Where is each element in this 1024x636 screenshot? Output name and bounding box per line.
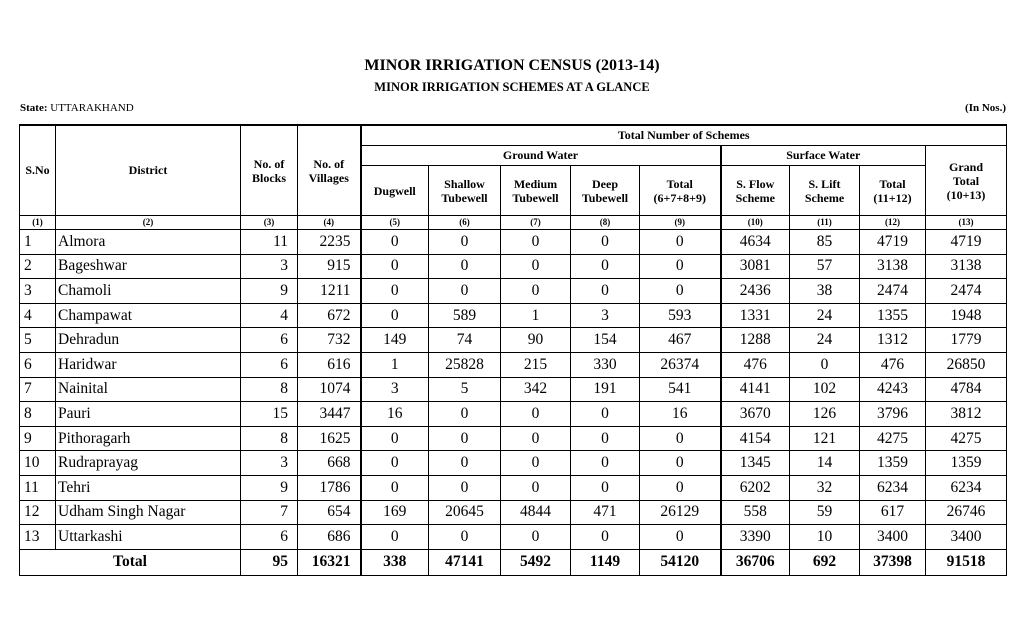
row-sw-total: 2474: [860, 279, 926, 304]
total-cell: 36706: [721, 549, 790, 575]
row-shallow-tubewell: 0: [429, 230, 501, 255]
table-row: [20, 426, 1007, 451]
row-gw-total: 26129: [640, 500, 721, 525]
row-blocks: 7: [241, 500, 298, 525]
column-number: (12): [860, 216, 926, 230]
col-header-sw-total: Total (11+12): [860, 166, 926, 216]
row-dugwell: 0: [361, 426, 429, 451]
row-district: Chamoli: [56, 279, 241, 304]
col-header-dugwell: Dugwell: [361, 166, 429, 216]
row-shallow-tubewell: 0: [429, 451, 501, 476]
row-slift-scheme: 14: [790, 451, 860, 476]
row-deep-tubewell: 0: [571, 451, 640, 476]
row-sno: 7: [20, 377, 56, 402]
row-dugwell: 1: [361, 352, 429, 377]
row-sw-total: 3138: [860, 254, 926, 279]
row-slift-scheme: 59: [790, 500, 860, 525]
row-sw-total: 1312: [860, 328, 926, 353]
row-medium-tubewell: 342: [501, 377, 571, 402]
state-value: UTTARAKHAND: [50, 102, 134, 114]
total-cell: 338: [361, 549, 429, 575]
page-title: MINOR IRRIGATION CENSUS (2013-14): [364, 57, 660, 74]
row-grand-total: 1779: [926, 328, 1007, 353]
row-villages: 2235: [298, 230, 361, 255]
row-blocks: 3: [241, 451, 298, 476]
row-blocks: 8: [241, 426, 298, 451]
total-cell: 37398: [860, 549, 926, 575]
row-shallow-tubewell: 25828: [429, 352, 501, 377]
row-grand-total: 3400: [926, 525, 1007, 550]
col-header-ground-water: Ground Water: [361, 146, 721, 166]
row-villages: 1786: [298, 475, 361, 500]
row-gw-total: 26374: [640, 352, 721, 377]
row-slift-scheme: 85: [790, 230, 860, 255]
table-row: [20, 279, 1007, 304]
row-gw-total: 0: [640, 451, 721, 476]
row-slift-scheme: 38: [790, 279, 860, 304]
row-gw-total: 0: [640, 230, 721, 255]
row-gw-total: 593: [640, 303, 721, 328]
row-medium-tubewell: 0: [501, 426, 571, 451]
row-sflow-scheme: 1331: [721, 303, 790, 328]
row-sw-total: 3796: [860, 402, 926, 427]
total-cell: 47141: [429, 549, 501, 575]
row-district: Champawat: [56, 303, 241, 328]
row-villages: 915: [298, 254, 361, 279]
row-dugwell: 149: [361, 328, 429, 353]
row-gw-total: 0: [640, 475, 721, 500]
col-header-slift: S. Lift Scheme: [790, 166, 860, 216]
row-shallow-tubewell: 0: [429, 525, 501, 550]
row-sno: 4: [20, 303, 56, 328]
row-sno: 10: [20, 451, 56, 476]
row-district: Almora: [56, 230, 241, 255]
row-gw-total: 0: [640, 254, 721, 279]
column-number: (5): [361, 216, 429, 230]
row-villages: 1625: [298, 426, 361, 451]
row-grand-total: 1359: [926, 451, 1007, 476]
row-medium-tubewell: 0: [501, 254, 571, 279]
table-row: [20, 475, 1007, 500]
table-row: [20, 328, 1007, 353]
row-gw-total: 541: [640, 377, 721, 402]
row-dugwell: 0: [361, 475, 429, 500]
table-row: [20, 254, 1007, 279]
column-number: (1): [20, 216, 56, 230]
row-deep-tubewell: 3: [571, 303, 640, 328]
table-row: [20, 500, 1007, 525]
row-sno: 6: [20, 352, 56, 377]
row-sw-total: 6234: [860, 475, 926, 500]
col-header-villages: No. of Villages: [298, 125, 361, 216]
row-deep-tubewell: 330: [571, 352, 640, 377]
row-sflow-scheme: 476: [721, 352, 790, 377]
table-row: [20, 230, 1007, 255]
row-sw-total: 4719: [860, 230, 926, 255]
row-medium-tubewell: 0: [501, 475, 571, 500]
row-shallow-tubewell: 74: [429, 328, 501, 353]
table-row: [20, 451, 1007, 476]
col-header-sflow: S. Flow Scheme: [721, 166, 790, 216]
row-district: Udham Singh Nagar: [56, 500, 241, 525]
row-gw-total: 467: [640, 328, 721, 353]
row-sno: 8: [20, 402, 56, 427]
row-grand-total: 26850: [926, 352, 1007, 377]
row-sflow-scheme: 4141: [721, 377, 790, 402]
row-medium-tubewell: 0: [501, 230, 571, 255]
row-district: Uttarkashi: [56, 525, 241, 550]
row-gw-total: 0: [640, 279, 721, 304]
row-sflow-scheme: 4634: [721, 230, 790, 255]
total-label: Total: [20, 549, 241, 575]
row-deep-tubewell: 471: [571, 500, 640, 525]
row-sw-total: 617: [860, 500, 926, 525]
row-sw-total: 476: [860, 352, 926, 377]
row-shallow-tubewell: 589: [429, 303, 501, 328]
column-number: (13): [926, 216, 1007, 230]
row-sflow-scheme: 3670: [721, 402, 790, 427]
row-villages: 668: [298, 451, 361, 476]
col-header-shallow: Shallow Tubewell: [429, 166, 501, 216]
row-shallow-tubewell: 0: [429, 279, 501, 304]
page-subtitle: MINOR IRRIGATION SCHEMES AT A GLANCE: [374, 80, 650, 94]
row-district: Haridwar: [56, 352, 241, 377]
row-dugwell: 0: [361, 451, 429, 476]
row-sw-total: 1359: [860, 451, 926, 476]
row-district: Dehradun: [56, 328, 241, 353]
row-slift-scheme: 126: [790, 402, 860, 427]
row-villages: 3447: [298, 402, 361, 427]
row-district: Bageshwar: [56, 254, 241, 279]
row-slift-scheme: 10: [790, 525, 860, 550]
row-dugwell: 0: [361, 254, 429, 279]
row-shallow-tubewell: 0: [429, 426, 501, 451]
row-shallow-tubewell: 20645: [429, 500, 501, 525]
census-table: [19, 124, 1007, 576]
row-medium-tubewell: 4844: [501, 500, 571, 525]
column-number: (4): [298, 216, 361, 230]
table-row: [20, 402, 1007, 427]
row-grand-total: 4784: [926, 377, 1007, 402]
row-sno: 13: [20, 525, 56, 550]
row-grand-total: 26746: [926, 500, 1007, 525]
row-slift-scheme: 57: [790, 254, 860, 279]
row-blocks: 6: [241, 525, 298, 550]
col-header-blocks: No. of Blocks: [241, 125, 298, 216]
row-deep-tubewell: 0: [571, 475, 640, 500]
row-deep-tubewell: 0: [571, 254, 640, 279]
row-sflow-scheme: 1288: [721, 328, 790, 353]
row-blocks: 4: [241, 303, 298, 328]
row-grand-total: 3138: [926, 254, 1007, 279]
row-slift-scheme: 24: [790, 303, 860, 328]
row-villages: 672: [298, 303, 361, 328]
column-number-row: [20, 216, 1007, 230]
row-medium-tubewell: 90: [501, 328, 571, 353]
table-row: [20, 303, 1007, 328]
row-villages: 1211: [298, 279, 361, 304]
row-slift-scheme: 24: [790, 328, 860, 353]
row-dugwell: 0: [361, 230, 429, 255]
row-grand-total: 2474: [926, 279, 1007, 304]
total-cell: 95: [241, 549, 298, 575]
row-grand-total: 4275: [926, 426, 1007, 451]
state-label: State:: [20, 102, 48, 114]
col-header-sno: S.No: [20, 125, 56, 216]
row-grand-total: 3812: [926, 402, 1007, 427]
row-sw-total: 4243: [860, 377, 926, 402]
row-deep-tubewell: 154: [571, 328, 640, 353]
column-number: (9): [640, 216, 721, 230]
row-dugwell: 0: [361, 279, 429, 304]
row-gw-total: 0: [640, 426, 721, 451]
row-sflow-scheme: 558: [721, 500, 790, 525]
row-medium-tubewell: 0: [501, 451, 571, 476]
units-label: (In Nos.): [965, 102, 1006, 114]
row-gw-total: 0: [640, 525, 721, 550]
total-cell: 5492: [501, 549, 571, 575]
row-blocks: 8: [241, 377, 298, 402]
row-villages: 732: [298, 328, 361, 353]
table-row: [20, 377, 1007, 402]
column-number: (10): [721, 216, 790, 230]
col-header-grand-total: Grand Total (10+13): [926, 146, 1007, 216]
row-medium-tubewell: 0: [501, 279, 571, 304]
row-sflow-scheme: 3390: [721, 525, 790, 550]
row-medium-tubewell: 215: [501, 352, 571, 377]
row-sno: 9: [20, 426, 56, 451]
row-villages: 654: [298, 500, 361, 525]
total-cell: 54120: [640, 549, 721, 575]
column-number: (2): [56, 216, 241, 230]
row-sw-total: 1355: [860, 303, 926, 328]
row-dugwell: 3: [361, 377, 429, 402]
col-header-deep: Deep Tubewell: [571, 166, 640, 216]
row-blocks: 11: [241, 230, 298, 255]
row-sno: 2: [20, 254, 56, 279]
row-shallow-tubewell: 0: [429, 254, 501, 279]
row-sflow-scheme: 4154: [721, 426, 790, 451]
row-dugwell: 16: [361, 402, 429, 427]
total-cell: 1149: [571, 549, 640, 575]
row-blocks: 6: [241, 352, 298, 377]
row-deep-tubewell: 0: [571, 279, 640, 304]
row-slift-scheme: 0: [790, 352, 860, 377]
column-number: (11): [790, 216, 860, 230]
row-sw-total: 3400: [860, 525, 926, 550]
column-number: (6): [429, 216, 501, 230]
row-district: Nainital: [56, 377, 241, 402]
row-villages: 686: [298, 525, 361, 550]
total-row: [20, 549, 1007, 575]
table-row: [20, 352, 1007, 377]
col-header-total-schemes: Total Number of Schemes: [361, 125, 1007, 146]
row-sflow-scheme: 2436: [721, 279, 790, 304]
row-district: Rudraprayag: [56, 451, 241, 476]
row-deep-tubewell: 0: [571, 402, 640, 427]
row-gw-total: 16: [640, 402, 721, 427]
col-header-gw-total: Total (6+7+8+9): [640, 166, 721, 216]
row-sno: 5: [20, 328, 56, 353]
row-slift-scheme: 121: [790, 426, 860, 451]
row-sflow-scheme: 1345: [721, 451, 790, 476]
row-medium-tubewell: 0: [501, 402, 571, 427]
row-grand-total: 6234: [926, 475, 1007, 500]
row-blocks: 9: [241, 475, 298, 500]
total-cell: 16321: [298, 549, 361, 575]
row-shallow-tubewell: 0: [429, 475, 501, 500]
row-blocks: 6: [241, 328, 298, 353]
row-sno: 1: [20, 230, 56, 255]
row-deep-tubewell: 191: [571, 377, 640, 402]
table-row: [20, 525, 1007, 550]
row-grand-total: 1948: [926, 303, 1007, 328]
row-medium-tubewell: 1: [501, 303, 571, 328]
col-header-district: District: [56, 125, 241, 216]
row-shallow-tubewell: 0: [429, 402, 501, 427]
row-blocks: 3: [241, 254, 298, 279]
row-sflow-scheme: 6202: [721, 475, 790, 500]
row-sw-total: 4275: [860, 426, 926, 451]
row-deep-tubewell: 0: [571, 426, 640, 451]
row-dugwell: 0: [361, 303, 429, 328]
row-dugwell: 0: [361, 525, 429, 550]
column-number: (7): [501, 216, 571, 230]
col-header-surface-water: Surface Water: [721, 146, 926, 166]
row-dugwell: 169: [361, 500, 429, 525]
total-cell: 692: [790, 549, 860, 575]
row-villages: 1074: [298, 377, 361, 402]
column-number: (3): [241, 216, 298, 230]
row-medium-tubewell: 0: [501, 525, 571, 550]
row-deep-tubewell: 0: [571, 525, 640, 550]
state-line: [20, 102, 134, 114]
row-villages: 616: [298, 352, 361, 377]
row-sflow-scheme: 3081: [721, 254, 790, 279]
row-district: Pauri: [56, 402, 241, 427]
row-blocks: 15: [241, 402, 298, 427]
row-district: Pithoragarh: [56, 426, 241, 451]
row-sno: 12: [20, 500, 56, 525]
column-number: (8): [571, 216, 640, 230]
row-district: Tehri: [56, 475, 241, 500]
col-header-medium: Medium Tubewell: [501, 166, 571, 216]
row-slift-scheme: 32: [790, 475, 860, 500]
row-sno: 3: [20, 279, 56, 304]
row-slift-scheme: 102: [790, 377, 860, 402]
row-blocks: 9: [241, 279, 298, 304]
row-deep-tubewell: 0: [571, 230, 640, 255]
row-shallow-tubewell: 5: [429, 377, 501, 402]
total-cell: 91518: [926, 549, 1007, 575]
row-grand-total: 4719: [926, 230, 1007, 255]
row-sno: 11: [20, 475, 56, 500]
